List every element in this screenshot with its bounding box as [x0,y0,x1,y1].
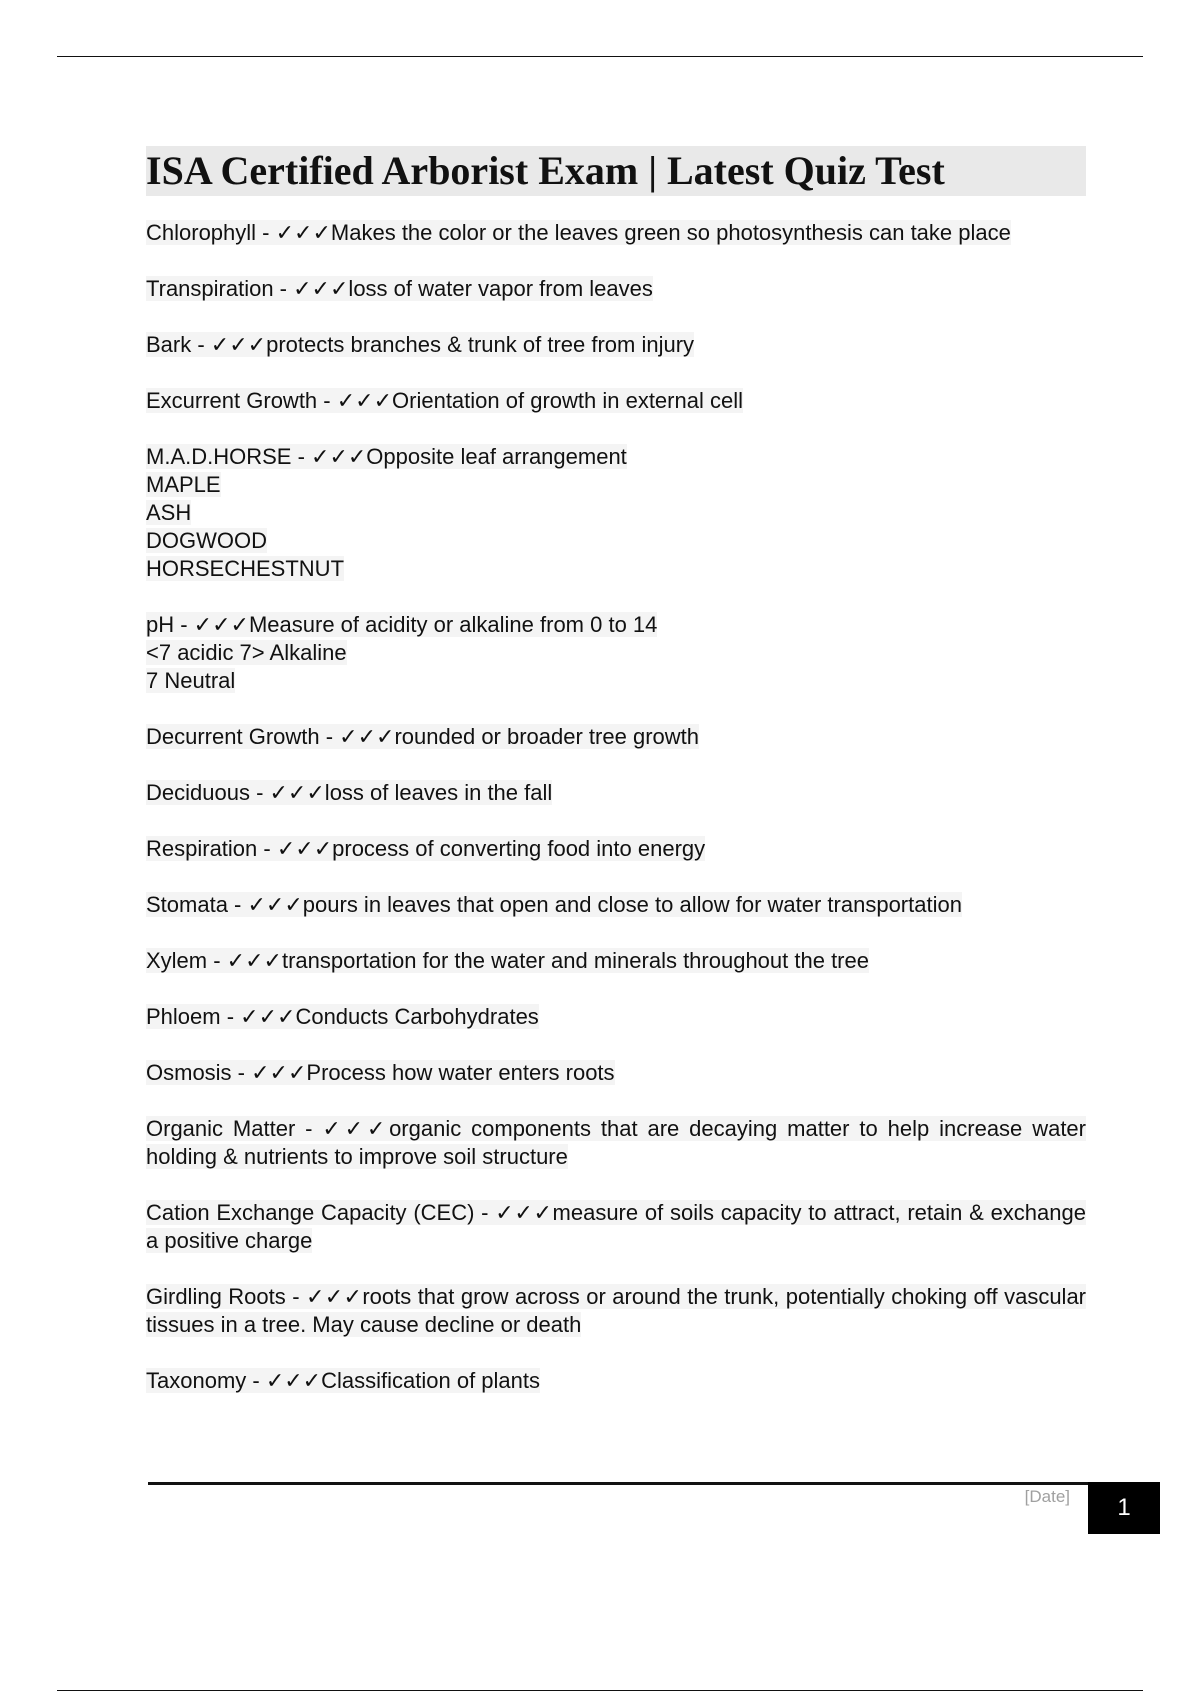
footer-rule [148,1482,1088,1485]
qa-entry [146,1283,1086,1339]
qa-entry-text: Respiration - ✓✓✓process of converting food into energy [146,836,706,861]
qa-entry-subline: HORSECHESTNUT [146,556,345,581]
qa-entry [146,891,1086,919]
qa-entry-text: Chlorophyll - ✓✓✓Makes the color or the leaves green so photosynthesis can take place [146,220,1011,245]
qa-entry-text: Phloem - ✓✓✓Conducts Carbohydrates [146,1004,539,1029]
qa-entry-text: Cation Exchange Capacity (CEC) - ✓✓✓measure of soils capacity to attract, retain & exchange a positive charge [146,1200,1086,1253]
qa-entry [146,723,1086,751]
qa-entry [146,331,1086,359]
qa-entry-text: Girdling Roots - ✓✓✓roots that grow across or around the trunk, potentially choking off vascular tissues in a tree. May cause decline or death [146,1284,1086,1337]
qa-entry [146,219,1086,247]
qa-entry-text: Stomata - ✓✓✓pours in leaves that open and close to allow for water transportation [146,892,962,917]
qa-entry [146,275,1086,303]
qa-entry-text: Transpiration - ✓✓✓loss of water vapor from leaves [146,276,653,301]
qa-entry [146,611,1086,695]
qa-entry-subline: 7 Neutral [146,668,236,693]
qa-entry-text: M.A.D.HORSE - ✓✓✓Opposite leaf arrangement [146,444,627,469]
qa-entry [146,387,1086,415]
qa-entry-subline: <7 acidic 7> Alkaline [146,640,347,665]
qa-entry-text: Excurrent Growth - ✓✓✓Orientation of growth in external cell [146,388,743,413]
qa-entry-text: Osmosis - ✓✓✓Process how water enters roots [146,1060,615,1085]
qa-entry-text: Taxonomy - ✓✓✓Classification of plants [146,1368,541,1393]
document-title: ISA Certified Arborist Exam | Latest Quiz Test [146,146,1086,196]
qa-entry [146,835,1086,863]
qa-entry [146,443,1086,583]
qa-entry-subline: ASH [146,500,192,525]
qa-entry-text: Deciduous - ✓✓✓loss of leaves in the fall [146,780,553,805]
qa-entry [146,1199,1086,1255]
qa-entry-subline: MAPLE [146,472,221,497]
qa-list [146,219,1086,1395]
qa-entry-text: Xylem - ✓✓✓transportation for the water and minerals throughout the tree [146,948,869,973]
qa-entry-subline: DOGWOOD [146,528,267,553]
qa-entry [146,1003,1086,1031]
top-rule [57,56,1143,57]
qa-entry-text: Decurrent Growth - ✓✓✓rounded or broader tree growth [146,724,699,749]
qa-entry-text: Bark - ✓✓✓protects branches & trunk of tree from injury [146,332,695,357]
qa-entry-text: pH - ✓✓✓Measure of acidity or alkaline from 0 to 14 [146,612,658,637]
qa-entry [146,947,1086,975]
qa-entry [146,779,1086,807]
document-body [146,146,1086,1423]
qa-entry [146,1115,1086,1171]
qa-entry [146,1367,1086,1395]
qa-entry [146,1059,1086,1087]
qa-entry-text: Organic Matter - ✓✓✓organic components that are decaying matter to help increase water holding & nutrients to improve soil structure [146,1116,1086,1169]
bottom-rule [57,1690,1143,1691]
page-number: 1 [1088,1482,1160,1534]
footer-date: [Date] [1024,1487,1070,1506]
